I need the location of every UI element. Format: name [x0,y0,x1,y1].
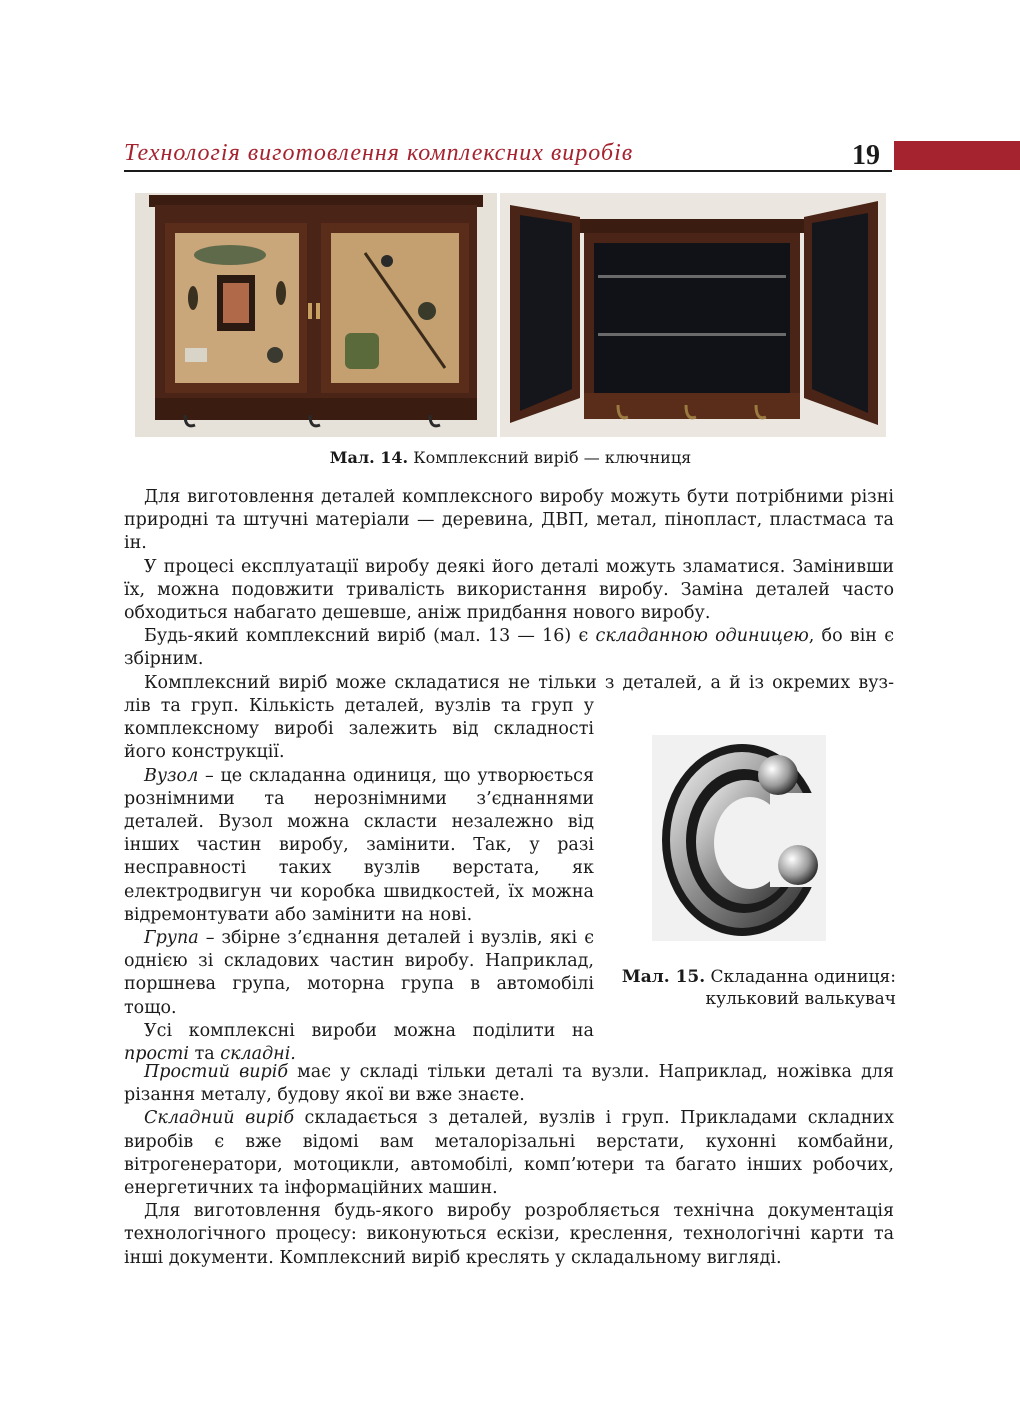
paragraph-complex-product: Складний виріб складається з деталей, вузлів і груп. Прикладами складних виробів є вже відомі вам металорізальні верстати, кухонні комбайни, вітрогенератори, мотоцикли, автомобілі, комп’ютери та багато інших робочих, енергетичних та інформаційних машин. [124,1108,895,1199]
term-node: Вузол [144,765,199,786]
paragraph-node: Вузол – це складанна одиниця, що утворюється рознімними та нерознімними з’єднаннями деталей. Вузол можна скласти незалежно від інших частин виробу, замінити. Так, у разі несправності таких вузлів верстата, як електродвигун чи коробка швидкостей, їх можна відремонтувати або замінити на нові. [124,765,594,925]
paragraph-simple-product: Простий виріб має у складі тільки деталі та вузли. Наприклад, ножівка для різання металу, будову якої ви вже знаєте. [124,1062,895,1106]
figure-14-text: Комплексний виріб — ключниця [413,448,692,467]
key-cabinet-open-photo [500,193,886,437]
figure-14-label: Мал. 14. [329,448,409,467]
header-rule [124,170,892,172]
paragraph-materials: Для виготовлення деталей комплексного виробу можуть бути потрібними різні природні та штучні матеріали — деревина, ДВП, метал, пінопласт, пластмаса та ін. [124,487,894,554]
term-simple-product: Простий виріб [144,1062,289,1082]
figure-14-caption [135,448,886,467]
running-header-title: Технологія виготовлення комплексних виробів [124,140,634,166]
figure-15-line2: кульковий валькувач [705,989,896,1009]
key-cabinet-closed-photo [135,193,497,437]
ball-bearing-image [652,735,826,941]
paragraph-assembly-unit: Будь-який комплексний виріб (мал. 13 — 16) є складанною одиницею, бо він є збірним. [124,626,894,670]
term-group: Група [144,928,199,949]
figure-15-caption [600,966,896,1010]
paragraph-group: Група – збірне з’єднання деталей і вузлів, які є однією зі складових частин виробу. Наприклад, поршнева група, моторна група в автомобілі тощо. [124,928,594,1018]
paragraph-replacement: У процесі експлуатації виробу деякі його деталі можуть зламатися. Замінивши їх, можна подовжити тривалість використання виробу. Заміна деталей часто обходиться набагато дешевше, аніж придбання нового виробу. [124,556,894,624]
figure-15-line1: Складанна одиниця: [710,967,896,987]
text-block-top [124,486,894,695]
text-block-bottom [124,1061,894,1270]
paragraph-documentation: Для виготовлення будь-якого виробу розробляється технічна документація технологічного процесу: виконуються ескізи, креслення, технологічні карти та інші документи. Комплексний виріб креслять у складальному вигляді. [124,1201,894,1268]
paragraph-classification: Усі комплексні вироби можна поділити на прості та складні. [124,1020,594,1065]
text-block-narrow [124,695,594,1066]
paragraph-composition-line1: Комплексний виріб може складатися не тільки з деталей, а й із окремих вуз- [144,672,894,693]
figure-15-label: Мал. 15. [621,967,706,987]
paragraph-composition-rest: лів та груп. Кількість деталей, вузлів та груп у комплексному виробі залежить від складності його конструкції. [124,696,594,763]
term-complex-product: Складний виріб [144,1108,295,1129]
header-accent-bar [894,141,1020,170]
term-assembly-unit: складанною одиницею [595,626,809,647]
page-number: 19 [852,140,880,171]
